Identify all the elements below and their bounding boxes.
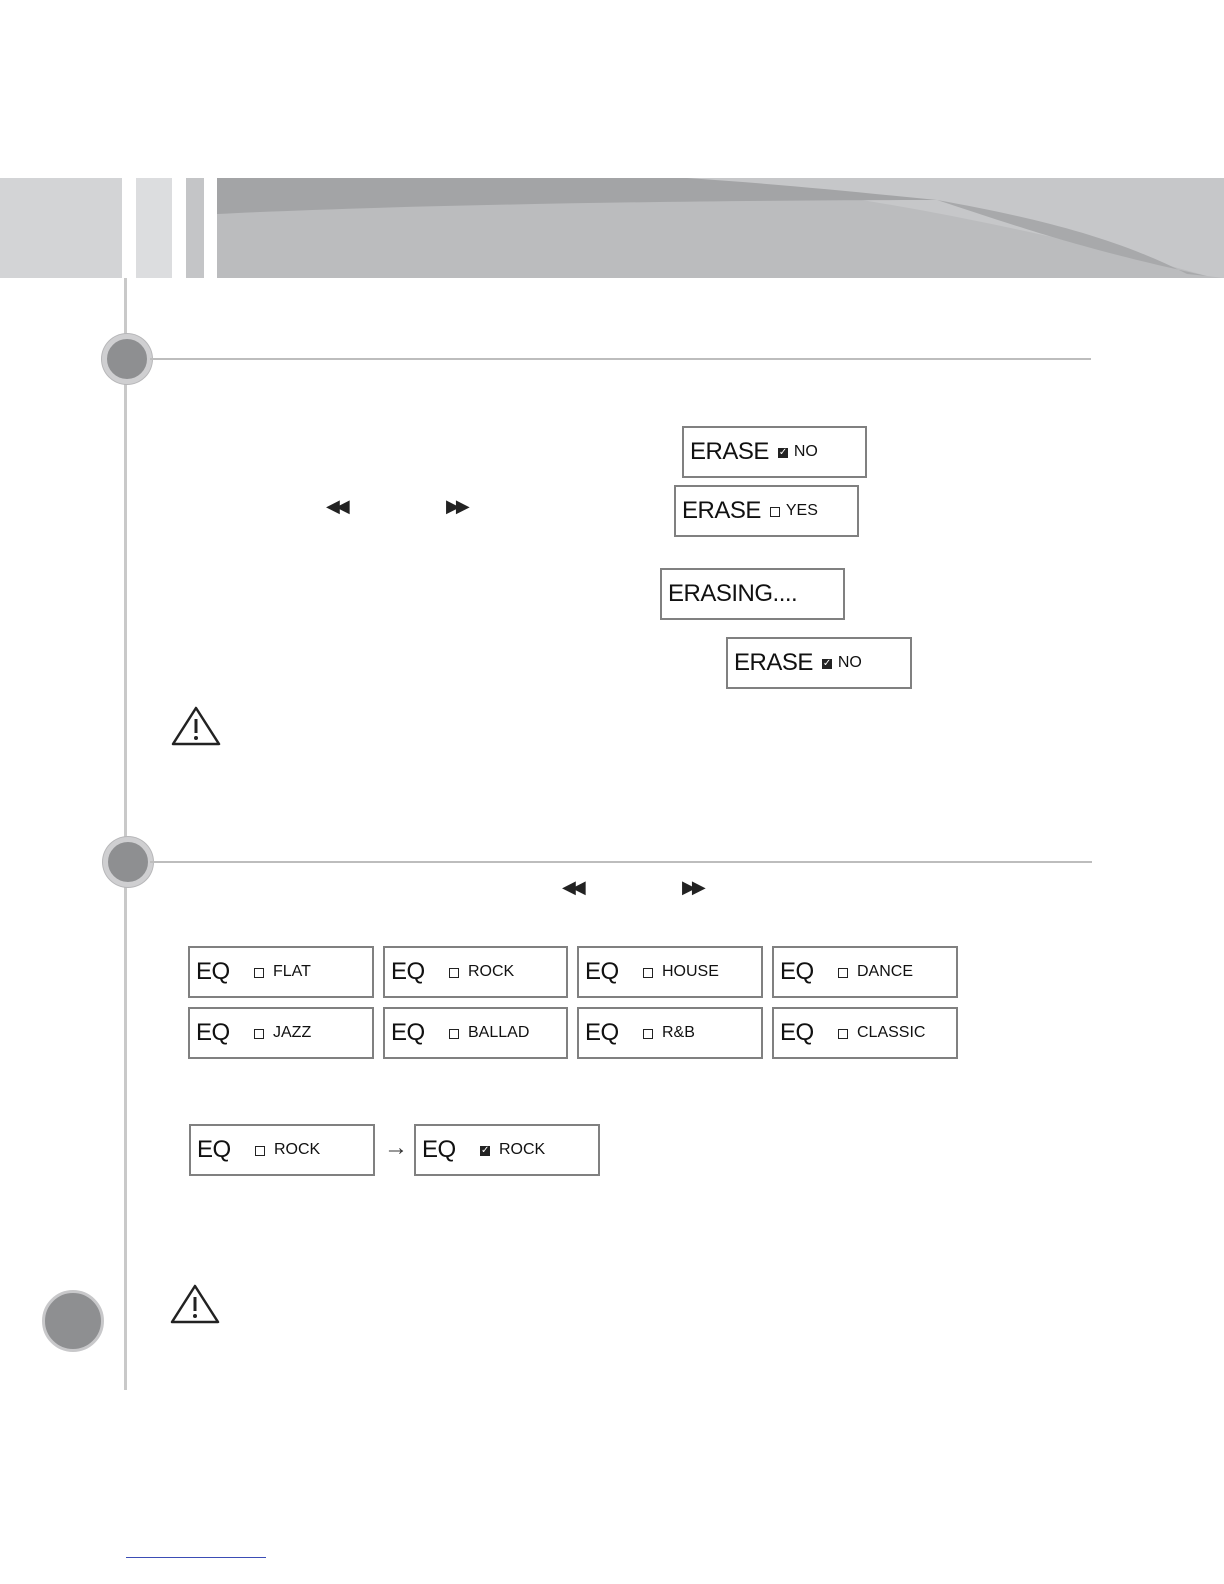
rewind-icon: ◀◀ [326, 496, 346, 516]
lcd-option: HOUSE [662, 963, 719, 980]
lcd-label: EQ [196, 958, 230, 985]
lcd-label: ERASING.... [668, 580, 798, 607]
checkbox-empty-icon [449, 968, 459, 978]
lcd-option: NO [837, 654, 862, 671]
rewind-icon: ◀◀ [562, 877, 582, 897]
checkbox-empty-icon [643, 1029, 653, 1039]
lcd-label: EQ [391, 1019, 425, 1046]
vertical-guide-line [124, 278, 127, 1390]
lcd-option: R&B [662, 1024, 695, 1041]
fast-forward-icon: ▶▶ [682, 877, 702, 897]
lcd-option: NO [793, 443, 818, 460]
checkbox-empty-icon [254, 968, 264, 978]
arrow-right-icon: → [384, 1134, 408, 1161]
lcd-eq-house [577, 946, 763, 998]
checkbox-empty-icon [838, 968, 848, 978]
section-2-bullet [103, 837, 153, 887]
section-2-rule [150, 861, 1092, 863]
checkbox-empty-icon [254, 1029, 264, 1039]
lcd-eq-rock [383, 946, 568, 998]
checkbox-empty-icon [770, 507, 780, 517]
lcd-label: EQ [196, 1019, 230, 1046]
lcd-label: EQ [422, 1136, 456, 1163]
section-1-rule [150, 358, 1091, 360]
lcd-eq-dance [772, 946, 958, 998]
section-1-bullet [102, 334, 152, 384]
lcd-option: ROCK [499, 1141, 546, 1158]
fast-forward-icon: ▶▶ [446, 496, 466, 516]
lcd-erase-no [682, 426, 867, 478]
lcd-eq-classic [772, 1007, 958, 1059]
lcd-label: ERASE [734, 649, 813, 676]
header-band-block-3 [186, 178, 204, 278]
lcd-label: EQ [585, 1019, 619, 1046]
checkbox-checked-icon: ✓ [822, 658, 832, 669]
checkbox-empty-icon [449, 1029, 459, 1039]
footer-link-underline [126, 1557, 266, 1558]
lcd-label: EQ [197, 1136, 231, 1163]
lcd-option: ROCK [274, 1141, 321, 1158]
lcd-erase-no-final [726, 637, 912, 689]
lcd-eq-flat [188, 946, 374, 998]
lcd-erase-yes [674, 485, 859, 537]
lcd-option: ROCK [468, 963, 515, 980]
lcd-eq-rock-unselected [189, 1124, 375, 1176]
warning-icon [171, 706, 221, 746]
lcd-label: ERASE [690, 438, 769, 465]
checkbox-checked-icon: ✓ [778, 447, 788, 458]
lcd-option: YES [785, 502, 818, 519]
header-band-block-1 [0, 178, 122, 278]
page-number-badge [42, 1290, 104, 1352]
lcd-option: DANCE [857, 963, 914, 980]
lcd-eq-ballad [383, 1007, 568, 1059]
lcd-erasing [660, 568, 845, 620]
checkbox-empty-icon [643, 968, 653, 978]
lcd-label: EQ [780, 1019, 814, 1046]
lcd-eq-rock-selected [414, 1124, 600, 1176]
header-band-block-2 [136, 178, 172, 278]
lcd-option: BALLAD [468, 1024, 530, 1041]
lcd-option: JAZZ [273, 1024, 312, 1041]
lcd-label: EQ [780, 958, 814, 985]
checkbox-checked-icon: ✓ [481, 1145, 490, 1156]
lcd-label: EQ [391, 958, 425, 985]
checkbox-empty-icon [255, 1146, 265, 1156]
lcd-option: FLAT [273, 963, 311, 980]
lcd-eq-jazz [188, 1007, 374, 1059]
lcd-eq-rnb [577, 1007, 763, 1059]
lcd-label: EQ [585, 958, 619, 985]
warning-icon [170, 1284, 220, 1324]
lcd-label: ERASE [682, 497, 761, 524]
lcd-option: CLASSIC [857, 1024, 926, 1041]
checkbox-empty-icon [838, 1029, 848, 1039]
header-band-main [217, 178, 1224, 278]
